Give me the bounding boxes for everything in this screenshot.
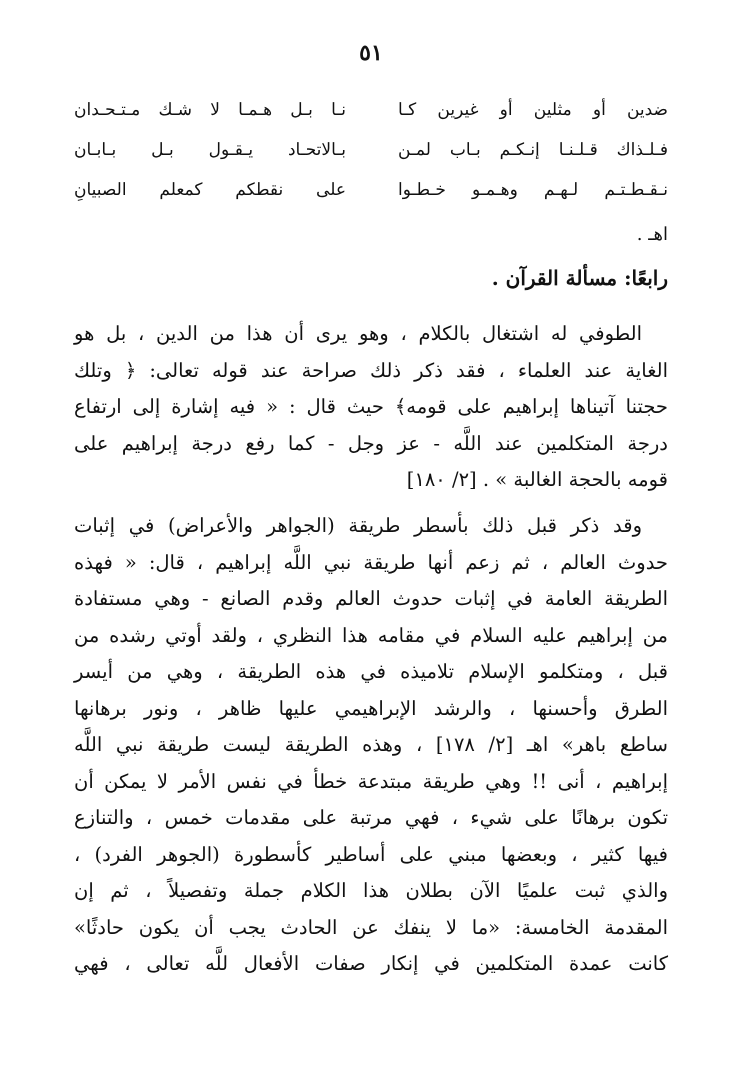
section-heading: رابعًا: مسألة القرآن .	[491, 266, 668, 290]
text-line: حدوث العالم ، ثم زعم أنها طريقة نبي اللَّه إبراهيم ، قال: « فهذه	[74, 550, 668, 574]
text-line: والذي ثبت علميًا الآن بطلان هذا الكلام جملة وتفصيلاً ، ثم إن	[74, 879, 668, 902]
text-line: قبل ، ومتكلمو الإسلام تلاميذه في هذه الطريقة ، وهي من أيسر	[74, 660, 668, 683]
verse-second-hemistich: على نقطكم كمعلم الصبيانِ	[74, 180, 346, 200]
paragraph-jawahir	[74, 508, 668, 983]
text-line: حجتنا آتيناها إبراهيم على قومه﴾ حيث قال : « فيه إشارة إلى ارتفاع	[74, 395, 668, 418]
poem-verse	[74, 100, 668, 132]
text-line: وقد ذكر قبل ذلك بأسطر طريقة (الجواهر والأعراض) في إثبات	[74, 514, 642, 537]
text-line: من إبراهيم عليه السلام في مقامه هذا النظري ، ولقد أوتي رشده من	[74, 623, 668, 647]
poem-verse	[74, 140, 668, 172]
text-line: المقدمة الخامسة: «ما لا ينفك عن الحادث يجب أن يكون حادثًا»	[74, 915, 668, 939]
text-line: فيها كثير ، وبعضها مبني على أساطير كأسطورة (الجوهر الفرد) ،	[74, 842, 668, 866]
text-line: ساطع باهر» اهـ [٢/ ١٧٨] ، وهذه الطريقة ليست طريقة نبي اللَّه	[74, 733, 668, 756]
text-line: إبراهيم ، أنى !! وهي طريقة مبتدعة خطأ في نفس الأمر لا يمكن أن	[74, 769, 668, 793]
document-page	[74, 0, 668, 1078]
quote-closing-mark: اهـ .	[636, 224, 668, 245]
verse-first-hemistich: فـلـذاك قـلـنـا إنـكـم بـاب لمـن	[398, 140, 668, 160]
poem-verse	[74, 180, 668, 212]
text-line: قومه بالحجة الغالبة » . [٢/ ١٨٠]	[406, 468, 668, 491]
verse-second-hemistich: نـا بـل هـمـا لا شـك مـتـحـدان	[74, 100, 346, 120]
verse-second-hemistich: بـالاتحـاد يـقـول بـل بـابـان	[74, 140, 346, 160]
text-line: كانت عمدة المتكلمين في إنكار صفات الأفعال للَّه تعالى ، فهي	[74, 952, 668, 975]
verse-first-hemistich: نـقـطـتـم لـهـم وهـمـو خـطـوا	[398, 180, 668, 200]
paragraph-kalam	[74, 316, 668, 499]
text-line: تكون برهانًا على شيء ، فهي مرتبة على مقدمات خمس ، والتنازع	[74, 806, 668, 829]
text-line: درجة المتكلمين عند اللَّه - عز وجل - كما رفع درجة إبراهيم على	[74, 431, 668, 455]
page-number: ٥١	[359, 40, 383, 66]
text-line: الغاية عند العلماء ، فقد ذكر ذلك صراحة عند قوله تعالى: ﴿ وتلك	[74, 358, 668, 382]
text-line: الطريقة العامة في إثبات حدوث العالم وقدم الصانع - وهي مستفادة	[74, 587, 668, 610]
text-line: الطوفي له اشتغال بالكلام ، وهو يرى أن هذا من الدين ، بل هو	[74, 322, 642, 345]
text-line: الطرق وأحسنها ، والرشد الإبراهيمي عليها ظاهر ، ونور برهانها	[74, 696, 668, 720]
verse-first-hemistich: ضدين أو مثلين أو غيرين كـا	[398, 100, 668, 120]
